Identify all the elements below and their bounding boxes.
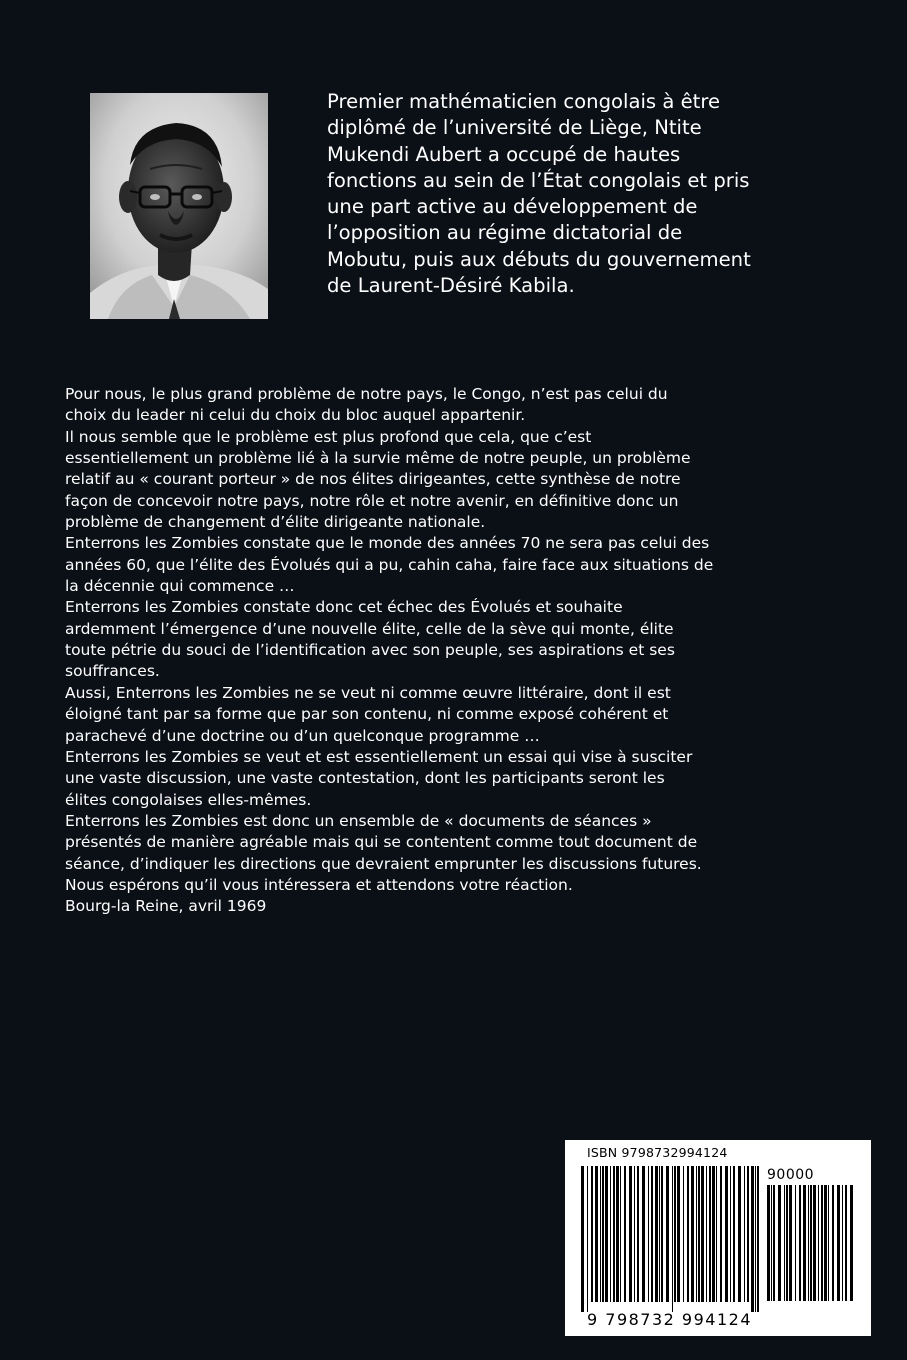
barcode-bar (605, 1166, 608, 1302)
barcode-bar (674, 1166, 676, 1302)
barcode-bar (757, 1166, 759, 1312)
barcode-bar (706, 1166, 707, 1302)
author-bio-line: une part active au développement de (327, 195, 698, 219)
barcode-bar (677, 1166, 680, 1302)
author-portrait-illustration (90, 93, 268, 319)
barcode-bar (720, 1166, 722, 1302)
blurb-line: parachevé d’une doctrine ou d’un quelconque programme … (65, 726, 540, 745)
barcode-bar (651, 1166, 653, 1302)
barcode-bar (642, 1166, 645, 1302)
barcode-bar (659, 1166, 660, 1302)
barcode-bar (813, 1185, 816, 1301)
isbn-label: ISBN 9798732994124 (587, 1145, 728, 1160)
barcode-digits: 9 798732 994124 (587, 1310, 753, 1329)
blurb-line: éloigné tant par sa forme que par son contenu, ni comme exposé cohérent et (65, 705, 669, 724)
barcode-bar (698, 1166, 700, 1302)
barcode-bar (696, 1166, 697, 1302)
blurb-line: problème de changement d’élite dirigeante nationale. (65, 513, 486, 532)
blurb-line: la décennie qui commence … (65, 577, 295, 596)
barcode-bar (767, 1185, 770, 1301)
barcode-bar (620, 1166, 621, 1302)
barcode-bar (648, 1166, 649, 1302)
barcode-bar (616, 1166, 619, 1302)
blurb-line: Pour nous, le plus grand problème de notre pays, le Congo, n’est pas celui du (65, 385, 668, 403)
blurb-line: une vaste discussion, une vaste contestation, dont les participants seront les (65, 769, 665, 788)
barcode-bar (581, 1166, 584, 1312)
blurb-line: essentiellement un problème lié à la survie même de notre peuple, un problème (65, 449, 691, 468)
barcode-bar (672, 1166, 673, 1312)
barcode-bar (744, 1166, 745, 1302)
barcode-bar (803, 1185, 806, 1301)
barcode-bar (755, 1166, 756, 1312)
barcode-bar (624, 1166, 626, 1302)
barcode-bar (634, 1166, 635, 1302)
barcode-bar (637, 1166, 639, 1302)
author-bio-line: l’opposition au régime dictatorial de (327, 221, 683, 245)
barcode-bar (600, 1166, 601, 1302)
blurb-line: Enterrons les Zombies se veut et est essentiellement un essai qui vise à susciter (65, 747, 693, 766)
barcode-bar (712, 1166, 715, 1302)
barcode-bar (773, 1185, 775, 1301)
barcode-bar (629, 1166, 632, 1302)
blurb-line: élites congolaises elles-mêmes. (65, 790, 312, 809)
blurb-line: Enterrons les Zombies est donc un ensemble de « documents de séances » (65, 811, 652, 830)
barcode-bar (655, 1166, 658, 1302)
barcode-bar (733, 1166, 735, 1302)
barcode-bar (808, 1185, 809, 1301)
ean-barcode (581, 1166, 759, 1312)
barcode-bar (701, 1166, 704, 1302)
blurb-line: Nous espérons qu’il vous intéressera et attendons votre réaction. (65, 875, 573, 894)
author-bio-line: de Laurent-Désiré Kabila. (327, 274, 575, 298)
barcode-bar (795, 1185, 796, 1301)
author-bio-line: Mukendi Aubert a occupé de hautes (327, 142, 681, 166)
blurb-line: Aussi, Enterrons les Zombies ne se veut ni comme œuvre littéraire, dont il est (65, 683, 671, 702)
blurb-line: Bourg-la Reine, avril 1969 (65, 897, 267, 916)
barcode-bar (613, 1166, 615, 1302)
barcode-bar (828, 1185, 829, 1301)
author-bio-line: Premier mathématicien congolais à être (327, 90, 720, 113)
author-portrait-photo (90, 93, 268, 319)
barcode-bar (789, 1185, 792, 1301)
barcode-bar (850, 1185, 853, 1301)
blurb-line: Il nous semble que le problème est plus profond que cela, que c’est (65, 427, 592, 446)
blurb-line: ardemment l’émergence d’une nouvelle élite, celle de la sève qui monte, élite (65, 619, 674, 638)
barcode-bar (821, 1185, 823, 1301)
blurb-line: souffrances. (65, 662, 160, 681)
barcode-bar (730, 1166, 731, 1302)
barcode-bar (818, 1185, 819, 1301)
barcode-bar (683, 1166, 684, 1302)
barcode-bar (778, 1185, 781, 1301)
isbn-barcode-box (565, 1140, 871, 1336)
barcode-bar (771, 1185, 772, 1301)
barcode-bar (832, 1185, 834, 1301)
barcode-bar (824, 1185, 827, 1301)
barcode-bar (784, 1185, 785, 1301)
barcode-bar (747, 1166, 749, 1302)
blurb-line: toute pétrie du souci de l’identification avec son peuple, ses aspirations et ses (65, 641, 675, 660)
blurb-line: années 60, que l’élite des Évolués qui a pu, cahin caha, faire face aux situations de (65, 555, 714, 574)
barcode-bar (799, 1185, 801, 1301)
blurb-line: relatif au « courant porteur » de nos élites dirigeantes, cette synthèse de notre (65, 470, 681, 489)
barcode-bar (587, 1166, 588, 1312)
barcode-bar (810, 1185, 812, 1301)
barcode-bar (837, 1185, 840, 1301)
addon-barcode (767, 1185, 853, 1311)
barcode-bar (691, 1166, 694, 1302)
barcode-bar (602, 1166, 604, 1302)
price-code: 90000 (767, 1167, 815, 1183)
author-bio (327, 89, 827, 299)
barcode-bar (725, 1166, 728, 1302)
barcode-bar (716, 1166, 717, 1302)
barcode-bar (687, 1166, 689, 1302)
barcode-bar (595, 1166, 598, 1302)
barcode-bar (845, 1185, 847, 1301)
barcode-bar (709, 1166, 711, 1302)
barcode-bar (786, 1185, 788, 1301)
author-bio-line: fonctions au sein de l’État congolais et pris (327, 168, 750, 192)
blurb-line: façon de concevoir notre pays, notre rôle et notre avenir, en définitive donc un (65, 491, 679, 510)
blurb-line: choix du leader ni celui du choix du bloc auquel appartenir. (65, 406, 526, 425)
barcode-bar (661, 1166, 663, 1302)
book-blurb (65, 384, 855, 918)
author-bio-line: diplômé de l’université de Liège, Ntite (327, 116, 702, 140)
barcode-bar (842, 1185, 843, 1301)
author-bio-line: Mobutu, puis aux débuts du gouvernement (327, 247, 751, 271)
barcode-bar (666, 1166, 669, 1302)
blurb-line: séance, d’indiquer les directions que devraient emprunter les discussions futures. (65, 854, 702, 873)
barcode-bar (591, 1166, 593, 1302)
barcode-bar (610, 1166, 611, 1302)
blurb-line: Enterrons les Zombies constate donc cet échec des Évolués et souhaite (65, 598, 623, 617)
barcode-bar (751, 1166, 754, 1312)
blurb-line: présentés de manière agréable mais qui se contentent comme tout document de (65, 833, 698, 852)
blurb-line: Enterrons les Zombies constate que le monde des années 70 ne sera pas celui des (65, 534, 710, 553)
barcode-bar (738, 1166, 741, 1302)
